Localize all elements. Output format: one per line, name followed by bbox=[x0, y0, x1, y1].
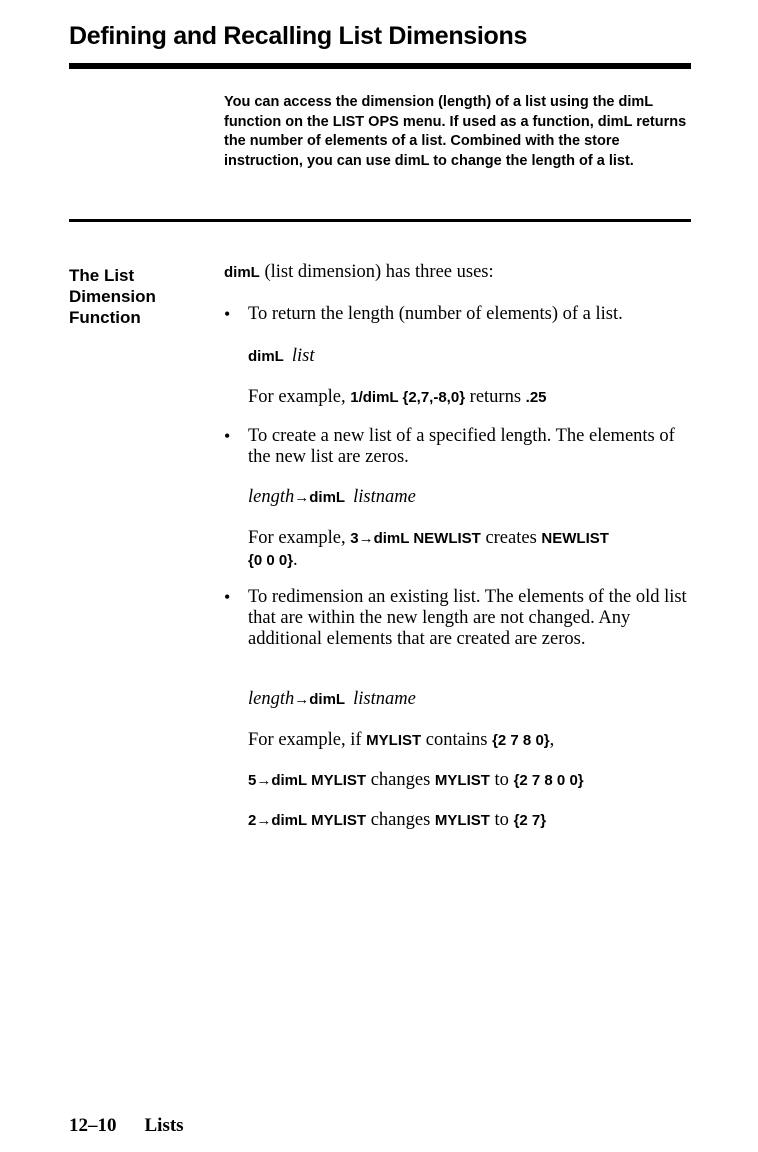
title-rule bbox=[69, 63, 691, 69]
bullet-icon: • bbox=[224, 426, 231, 446]
use-2-example: For example, 3→dimL NEWLIST creates NEWLIST bbox=[248, 528, 609, 548]
section-heading-line: The List bbox=[69, 266, 135, 285]
lead-command: dimL bbox=[224, 264, 260, 281]
page-footer bbox=[69, 1115, 184, 1137]
chapter-name: Lists bbox=[144, 1115, 184, 1136]
use-2-example-result: {0 0 0}. bbox=[248, 550, 298, 570]
lead-line bbox=[224, 262, 494, 283]
intro-paragraph: You can access the dimension (length) of a list using the dimL function on the LIST OPS menu. If used as a function, dimL returns the number of elements of a list. Combined with the store instruction, you can use dimL to change the length of a list. bbox=[224, 94, 687, 169]
use-3-syntax: length→dimL listname bbox=[248, 689, 416, 709]
use-2-syntax: length→dimL listname bbox=[248, 487, 416, 507]
lead-text: (list dimension) has three uses: bbox=[264, 262, 494, 282]
section-rule bbox=[69, 219, 691, 222]
page-title: Defining and Recalling List Dimensions bbox=[69, 22, 528, 50]
use-2-text: To create a new list of a specified length. The elements of the new list are zeros. bbox=[248, 426, 675, 467]
use-1-example: For example, 1/dimL {2,7,-8,0} returns .25 bbox=[248, 387, 547, 407]
page-number: 12–10 bbox=[69, 1115, 117, 1136]
section-heading bbox=[69, 265, 156, 328]
section-heading-line: Function bbox=[69, 308, 141, 327]
section-heading-line: Dimension bbox=[69, 287, 156, 306]
use-1-text: To return the length (number of elements) of a list. bbox=[248, 304, 623, 324]
use-3-example-b: 2→dimL MYLIST changes MYLIST to {2 7} bbox=[248, 810, 547, 830]
bullet-icon: • bbox=[224, 587, 231, 607]
use-3-example-a: 5→dimL MYLIST changes MYLIST to {2 7 8 0 0} bbox=[248, 770, 584, 790]
bullet-icon: • bbox=[224, 304, 231, 324]
use-3-example: For example, if MYLIST contains {2 7 8 0}, bbox=[248, 730, 555, 750]
use-1-syntax: dimL list bbox=[248, 346, 315, 366]
use-3-text: To redimension an existing list. The elements of the old list that are within the new length are not changed. Any additional elements that are created are zeros. bbox=[248, 587, 687, 649]
